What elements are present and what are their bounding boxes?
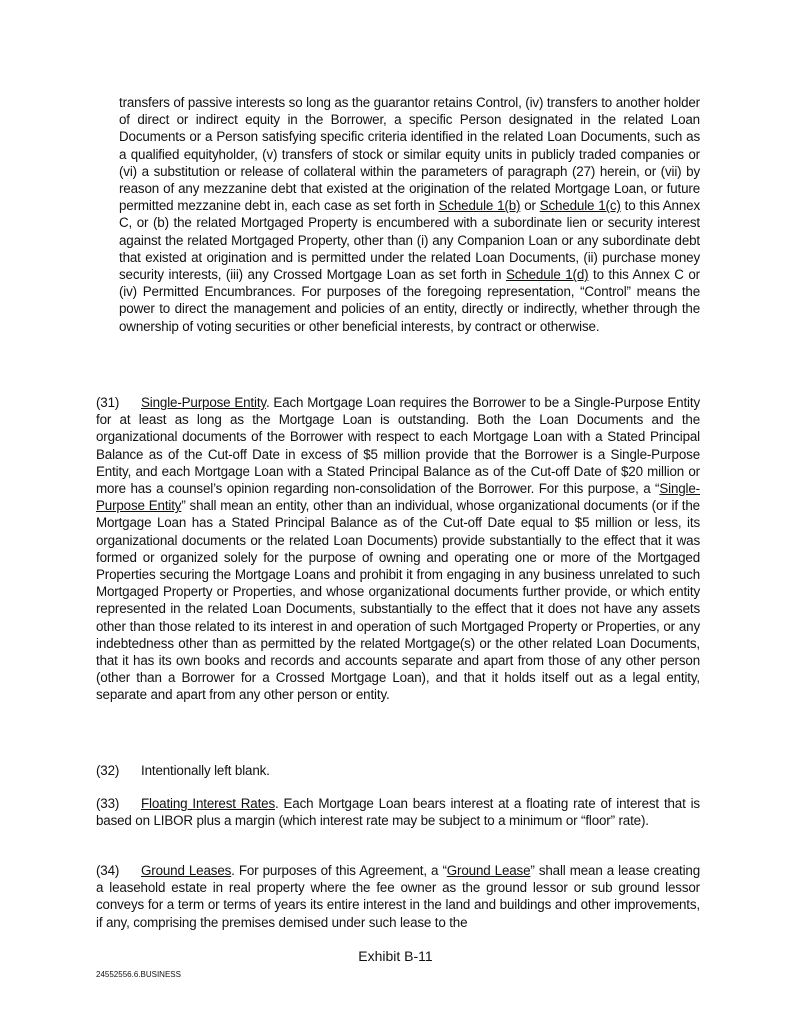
paragraph-32 (96, 762, 700, 779)
paragraph-text: to this Annex C or (iv) Permitted Encumbrances. For purposes of the foregoing representation, “Control” means the power to direct the management and policies of an entity, directly or indirectly, whether through the ownership of voting securities or other beneficial interests, by contract or otherwise. (119, 267, 700, 334)
paragraph-text: ” shall mean an entity, other than an individual, whose organizational documents (or if the Mortgage Loan has a Stated Principal Balance as of the Cut-off Date equal to $5 million or less, its organizational documents or the related Loan Documents) provide substantially to the effect that it was formed or organized solely for the purpose of owning and operating one or more of the Mortgaged Properties securing the Mortgage Loans and prohibit it from engaging in any business unrelated to such Mortgaged Property or Properties, and whose organizational documents further provide, or which entity represented in the related Loan Documents, substantially to the effect that it does not have any assets other than those related to its interest in and operation of such Mortgaged Property or Properties, or any indebtedness other than as permitted by the related Mortgage(s) or the other related Loan Documents, that it has its own books and records and accounts separate and apart from those of any other person (other than a Borrower for a Crossed Mortgage Loan), and that it holds itself out as a legal entity, separate and apart from any other person or entity. (96, 498, 700, 703)
paragraph-34 (96, 862, 700, 931)
schedule-1b-reference: Schedule 1(b) (438, 198, 521, 214)
paragraph-33 (96, 795, 700, 829)
paragraph-31 (96, 394, 700, 704)
paragraph-number: (33) (96, 796, 120, 811)
paragraph-text: . Each Mortgage Loan requires the Borrower to be a Single-Purpose Entity for at least as long as the Mortgage Loan is outstanding. Both the Loan Documents and the organizational documents of the Borrower with respect to each Mortgage Loan with a Stated Principal Balance as of the Cut-off Date in excess of $5 million provide that the Borrower is a Single-Purpose Entity, and each Mortgage Loan with a Stated Principal Balance as of the Cut-off Date of $20 million or more has a counsel’s opinion regarding non-consolidation of the Borrower. For this purpose, a “ (96, 395, 700, 497)
document-id: 24552556.6.BUSINESS (96, 970, 181, 979)
paragraph-heading: Single-Purpose Entity (141, 395, 266, 410)
paragraph-number: (32) (96, 763, 120, 778)
paragraph-text: . Each Mortgage Loan bears interest at a floating rate of interest that is based on LIBOR plus a margin (which interest rate may be subject to a minimum or “floor” rate). (96, 796, 700, 829)
schedule-1c-reference: Schedule 1(c) (539, 198, 621, 214)
paragraph-text: ” shall mean a lease creating a leasehold estate in real property where the fee owner as the ground lessor or sub ground lessor conveys for a term or terms of years its entire interest in the land and buildings and other improvements, if any, comprising the premises demised under such lease to the (96, 863, 700, 930)
defined-term: Ground Lease (446, 863, 531, 878)
paragraph-number: (34) (96, 863, 120, 878)
page-footer-exhibit: Exhibit B-11 (358, 948, 433, 964)
paragraph-30-continuation (119, 94, 700, 335)
paragraph-text: . For purposes of this Agreement, a “ (231, 863, 447, 878)
paragraph-text: Intentionally left blank. (141, 763, 270, 778)
defined-term: Single-Purpose Entity (96, 481, 700, 514)
paragraph-heading: Ground Leases (141, 863, 232, 878)
paragraph-heading: Floating Interest Rates (141, 796, 275, 811)
paragraph-text: or (520, 198, 540, 214)
paragraph-text: to this Annex C, or (b) the related Mortgaged Property is encumbered with a subordinate lien or security interest against the related Mortgaged Property, other than (i) any Companion Loan or any subordinate debt that existed at origination and is permitted under the related Loan Documents, (ii) purchase money security interests, (iii) any Crossed Mortgage Loan as set forth in (119, 198, 700, 283)
paragraph-text: transfers of passive interests so long as the guarantor retains Control, (iv) transfers to another holder of direct or indirect equity in the Borrower, a specific Person designated in the related Loan Documents or a Person satisfying specific criteria identified in the related Loan Documents, such as a qualified equityholder, (v) transfers of stock or similar equity units in publicly traded companies or (vi) a substitution or release of collateral within the parameters of paragraph (27) herein, or (vii) by reason of any mezzanine debt that existed at the origination of the related Mortgage Loan, or future permitted mezzanine debt in, each case as set forth in (119, 95, 700, 214)
paragraph-number: (31) (96, 395, 120, 410)
schedule-1d-reference: Schedule 1(d) (506, 267, 589, 283)
